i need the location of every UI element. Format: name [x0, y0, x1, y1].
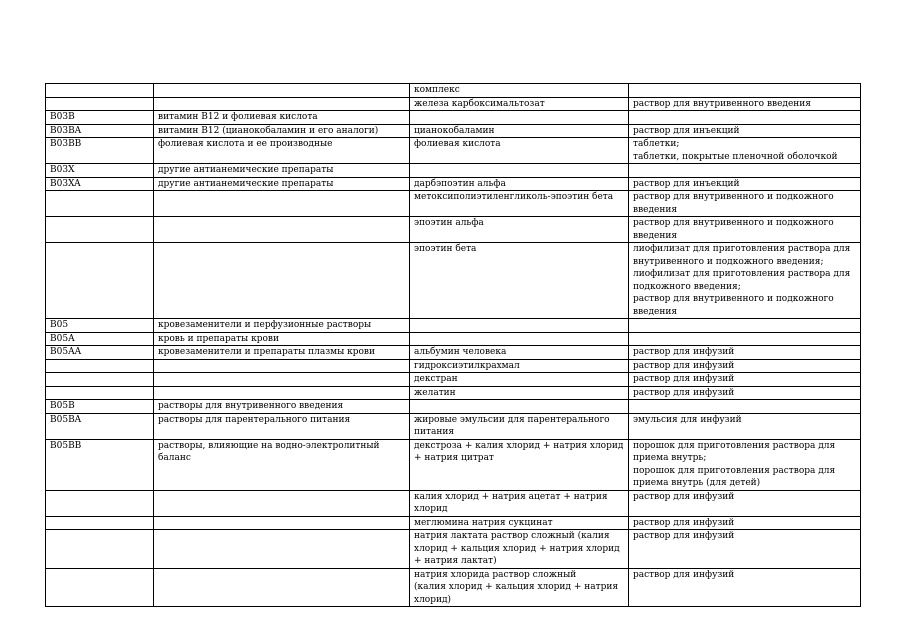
substance-cell: декстран: [410, 373, 629, 387]
table-row: [46, 217, 861, 243]
table-row: [46, 177, 861, 191]
dosage-form-cell: раствор для инфузий: [629, 568, 861, 607]
dosage-form-cell: раствор для инфузий: [629, 386, 861, 400]
dosage-form-cell: раствор для инфузий: [629, 516, 861, 530]
dosage-form-cell: [629, 111, 861, 125]
dosage-form-cell: раствор для внутривенного и подкожного введения: [629, 217, 861, 243]
table-row: [46, 319, 861, 333]
atc-code-cell: [46, 97, 154, 111]
dosage-form-cell: [629, 400, 861, 414]
substance-cell: жировые эмульсии для парентерального питания: [410, 413, 629, 439]
substance-cell: цианокобаламин: [410, 124, 629, 138]
table-row: [46, 530, 861, 569]
atc-code-cell: [46, 373, 154, 387]
table-row: [46, 400, 861, 414]
substance-cell: эпоэтин бета: [410, 243, 629, 319]
group-name-cell: витамин B12 (цианокобаламин и его аналоги): [154, 124, 410, 138]
substance-cell: натрия хлорида раствор сложный (калия хлорид + кальция хлорид + натрия хлорид): [410, 568, 629, 607]
group-name-cell: растворы для внутривенного введения: [154, 400, 410, 414]
dosage-form-cell: порошок для приготовления раствора для приема внутрь; порошок для приготовления раствора для приема внутрь (для детей): [629, 439, 861, 490]
dosage-form-cell: раствор для инфузий: [629, 530, 861, 569]
group-name-cell: другие антианемические препараты: [154, 164, 410, 178]
atc-code-cell: [46, 84, 154, 98]
atc-code-cell: B05BB: [46, 439, 154, 490]
table-row: [46, 413, 861, 439]
group-name-cell: фолиевая кислота и ее производные: [154, 138, 410, 164]
atc-code-cell: [46, 530, 154, 569]
table-row: [46, 568, 861, 607]
atc-code-cell: [46, 516, 154, 530]
table-row: [46, 138, 861, 164]
dosage-form-cell: раствор для инфузий: [629, 346, 861, 360]
table-row: [46, 164, 861, 178]
dosage-form-cell: [629, 164, 861, 178]
substance-cell: [410, 111, 629, 125]
dosage-form-cell: раствор для инфузий: [629, 373, 861, 387]
table-row: [46, 359, 861, 373]
table-row: [46, 97, 861, 111]
substance-cell: дарбэпоэтин альфа: [410, 177, 629, 191]
atc-code-cell: B03BA: [46, 124, 154, 138]
atc-code-cell: B05B: [46, 400, 154, 414]
dosage-form-cell: раствор для внутривенного и подкожного введения: [629, 191, 861, 217]
group-name-cell: [154, 97, 410, 111]
atc-code-cell: B03B: [46, 111, 154, 125]
dosage-form-cell: эмульсия для инфузий: [629, 413, 861, 439]
group-name-cell: [154, 490, 410, 516]
table-row: [46, 111, 861, 125]
table-row: [46, 373, 861, 387]
group-name-cell: [154, 530, 410, 569]
dosage-form-cell: [629, 319, 861, 333]
atc-code-cell: B03XA: [46, 177, 154, 191]
substance-cell: метоксиполиэтиленгликоль-эпоэтин бета: [410, 191, 629, 217]
group-name-cell: кровезаменители и препараты плазмы крови: [154, 346, 410, 360]
table-row: [46, 346, 861, 360]
group-name-cell: [154, 373, 410, 387]
substance-cell: [410, 164, 629, 178]
substance-cell: [410, 400, 629, 414]
substance-cell: калия хлорид + натрия ацетат + натрия хлорид: [410, 490, 629, 516]
dosage-form-cell: раствор для инфузий: [629, 359, 861, 373]
atc-code-cell: [46, 386, 154, 400]
substance-cell: натрия лактата раствор сложный (калия хлорид + кальция хлорид + натрия хлорид + натрия лактат): [410, 530, 629, 569]
group-name-cell: кровезаменители и перфузионные растворы: [154, 319, 410, 333]
table-row: [46, 386, 861, 400]
group-name-cell: [154, 84, 410, 98]
table-row: [46, 439, 861, 490]
dosage-form-cell: раствор для инфузий: [629, 490, 861, 516]
table-row: [46, 243, 861, 319]
group-name-cell: [154, 217, 410, 243]
drug-table: [45, 83, 861, 607]
substance-cell: железа карбоксимальтозат: [410, 97, 629, 111]
table-row: [46, 516, 861, 530]
substance-cell: эпоэтин альфа: [410, 217, 629, 243]
substance-cell: декстроза + калия хлорид + натрия хлорид + натрия цитрат: [410, 439, 629, 490]
substance-cell: альбумин человека: [410, 346, 629, 360]
atc-code-cell: B05AA: [46, 346, 154, 360]
atc-code-cell: [46, 490, 154, 516]
atc-code-cell: B05A: [46, 332, 154, 346]
dosage-form-cell: раствор для инъекций: [629, 177, 861, 191]
substance-cell: желатин: [410, 386, 629, 400]
table-row: [46, 124, 861, 138]
group-name-cell: другие антианемические препараты: [154, 177, 410, 191]
group-name-cell: растворы, влияющие на водно-электролитный баланс: [154, 439, 410, 490]
group-name-cell: [154, 516, 410, 530]
dosage-form-cell: [629, 332, 861, 346]
substance-cell: [410, 319, 629, 333]
substance-cell: меглюмина натрия сукцинат: [410, 516, 629, 530]
table-row: [46, 191, 861, 217]
group-name-cell: [154, 386, 410, 400]
group-name-cell: [154, 191, 410, 217]
atc-code-cell: B03X: [46, 164, 154, 178]
atc-code-cell: B05BA: [46, 413, 154, 439]
table-row: [46, 490, 861, 516]
table-row: [46, 332, 861, 346]
dosage-form-cell: раствор для инъекций: [629, 124, 861, 138]
substance-cell: [410, 332, 629, 346]
dosage-form-cell: лиофилизат для приготовления раствора для внутривенного и подкожного введения; лиофилизат для приготовления раствора для подкожного введения; раствор для внутривенного и подкожного введения: [629, 243, 861, 319]
drug-table-body: [46, 84, 861, 607]
atc-code-cell: B03BB: [46, 138, 154, 164]
substance-cell: фолиевая кислота: [410, 138, 629, 164]
atc-code-cell: [46, 359, 154, 373]
dosage-form-cell: раствор для внутривенного введения: [629, 97, 861, 111]
group-name-cell: [154, 568, 410, 607]
group-name-cell: [154, 359, 410, 373]
substance-cell: гидроксиэтилкрахмал: [410, 359, 629, 373]
atc-code-cell: [46, 568, 154, 607]
table-row: [46, 84, 861, 98]
group-name-cell: кровь и препараты крови: [154, 332, 410, 346]
atc-code-cell: B05: [46, 319, 154, 333]
dosage-form-cell: [629, 84, 861, 98]
substance-cell: комплекс: [410, 84, 629, 98]
atc-code-cell: [46, 191, 154, 217]
group-name-cell: витамин B12 и фолиевая кислота: [154, 111, 410, 125]
atc-code-cell: [46, 217, 154, 243]
group-name-cell: [154, 243, 410, 319]
group-name-cell: растворы для парентерального питания: [154, 413, 410, 439]
dosage-form-cell: таблетки; таблетки, покрытые пленочной оболочкой: [629, 138, 861, 164]
atc-code-cell: [46, 243, 154, 319]
